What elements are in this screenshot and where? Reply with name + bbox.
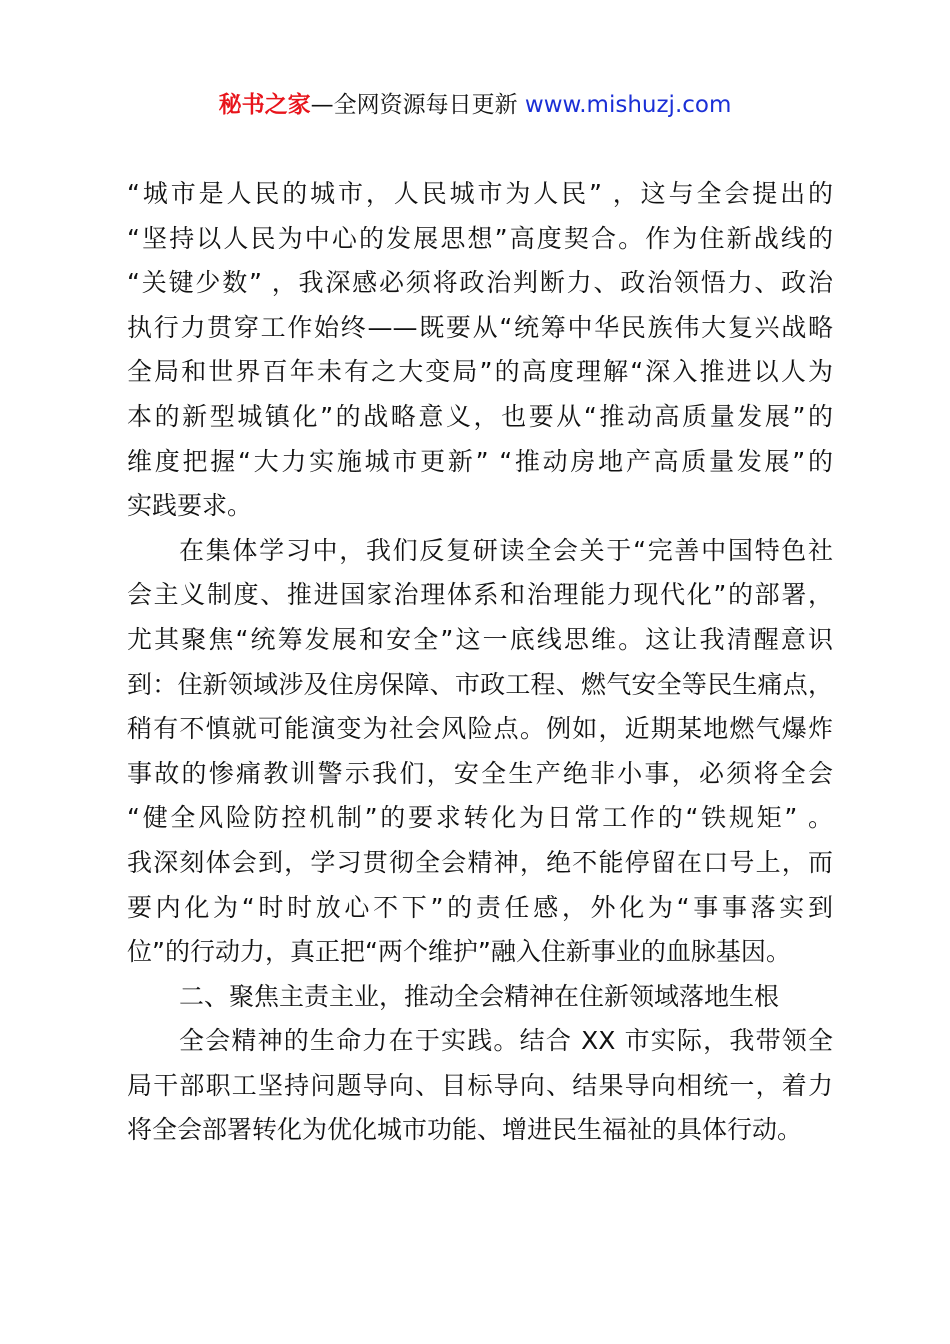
text-line: 本的新型城镇化”的战略意义，也要从“推动高质量发展”的 [127, 401, 833, 431]
text-line: 维度把握“大力实施城市更新” “推动房地产高质量发展”的 [127, 446, 833, 476]
text-line: 我深刻体会到，学习贯彻全会精神，绝不能停留在口号上，而 [127, 847, 833, 877]
text-line: 全局和世界百年未有之大变局”的高度理解“深入推进以人为 [127, 357, 833, 387]
site-header [0, 88, 950, 122]
text-line: 会主义制度、推进国家治理体系和治理能力现代化”的部署， [127, 580, 833, 610]
text-line: 将全会部署转化为优化城市功能、增进民生福祉的具体行动。 [127, 1115, 803, 1145]
document-body [127, 172, 833, 1153]
text-line: “城市是人民的城市，人民城市为人民” ，这与全会提出的 [127, 179, 833, 208]
section-heading: 二、聚焦主责主业，推动全会精神在住新领域落地生根 [179, 981, 780, 1011]
text-line: “坚持以人民为中心的发展思想”高度契合。作为住新战线的 [127, 223, 833, 253]
text-line: “健全风险防控机制”的要求转化为日常工作的“铁规矩” 。 [127, 803, 833, 833]
text-line: 局干部职工坚持问题导向、目标导向、结果导向相统一，着力 [127, 1070, 833, 1100]
site-url[interactable]: www.mishuzj.com [524, 92, 732, 118]
text-line: 全会精神的生命力在于实践。结合 XX 市实际，我带领全 [179, 1026, 833, 1056]
text-line: “关键少数” ，我深感必须将政治判断力、政治领悟力、政治 [127, 268, 833, 298]
text-line: 事故的惨痛教训警示我们，安全生产绝非小事，必须将全会 [127, 758, 833, 788]
text-line: 在集体学习中，我们反复研读全会关于“完善中国特色社 [179, 535, 833, 565]
text-line: 执行力贯穿工作始终——既要从“统筹中华民族伟大复兴战略 [127, 312, 833, 342]
text-line: 稍有不慎就可能演变为社会风险点。例如，近期某地燃气爆炸 [127, 714, 833, 744]
brand-name: 秘书之家 [218, 92, 311, 118]
header-tagline: —全网资源每日更新 [310, 92, 525, 118]
text-line: 要内化为“时时放心不下”的责任感，外化为“事事落实到 [127, 892, 833, 922]
text-line: 尤其聚焦“统筹发展和安全”这一底线思维。这让我清醒意识 [127, 624, 833, 654]
text-line: 实践要求。 [127, 491, 253, 521]
text-line: 到：住新领域涉及住房保障、市政工程、燃气安全等民生痛点， [127, 669, 833, 699]
text-line: 位”的行动力，真正把“两个维护”融入住新事业的血脉基因。 [127, 937, 791, 967]
